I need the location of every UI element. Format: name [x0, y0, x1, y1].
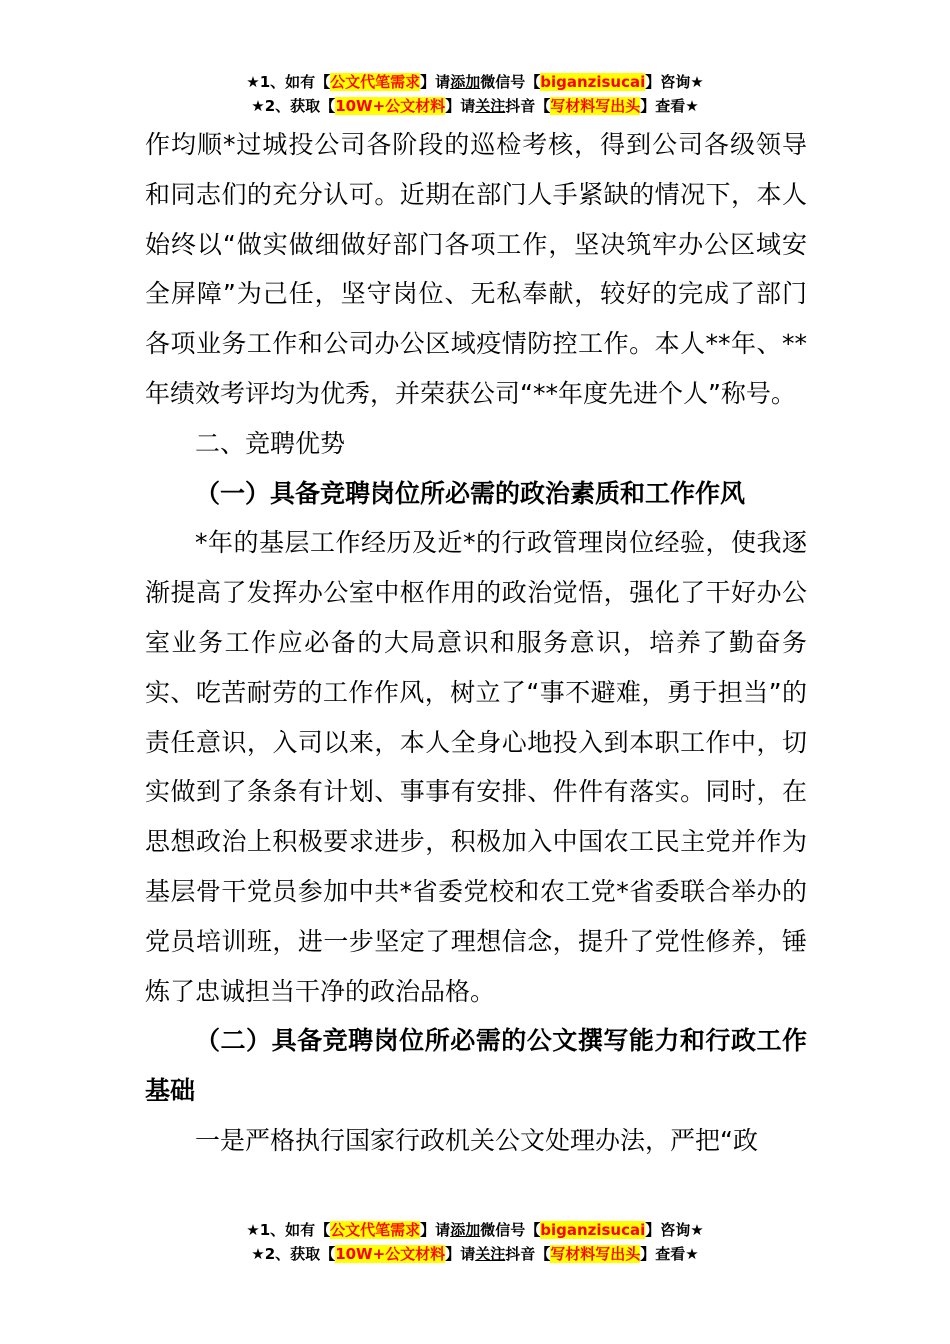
- promo-text: ★2、获取【: [251, 97, 336, 115]
- bottom-promo-banner: [0, 1218, 950, 1266]
- douyin-account: 写材料写出头: [550, 97, 641, 115]
- promo-underline: 关注: [475, 1245, 506, 1263]
- subsection-heading: （一）具备竞聘岗位所必需的政治素质和工作作风: [195, 478, 746, 508]
- promo-text: 微信号【: [480, 1221, 541, 1239]
- top-promo-banner: [0, 70, 950, 118]
- subsection-heading: （二）具备竞聘岗位所必需的公文撰写能力和行政工作基础: [145, 1026, 807, 1106]
- promo-underline: 关注: [475, 97, 506, 115]
- document-body: [145, 120, 807, 1166]
- promo-line-2: [0, 94, 950, 118]
- promo-text: 】查看★: [640, 1245, 699, 1263]
- body-paragraph: *年的基层工作经历及近*的行政管理岗位经验，使我逐渐提高了发挥办公室中枢作用的政治觉悟，强化了干好办公室业务工作应必备的大局意识和服务意识，培养了勤奋务实、吃苦耐劳的工作作风，树立了“事不避难，勇于担当”的责任意识，入司以来，本人全身心地投入到本职工作中，切实做到了条条有计划、事事有安排、件件有落实。同时，在思想政治上积极要求进步，积极加入中国农工民主党并作为基层骨干党员参加中共*省委党校和农工党*省委联合举办的党员培训班，进一步坚定了理想信念，提升了党性修养，锤炼了忠诚担当干净的政治品格。: [145, 528, 807, 1006]
- promo-line-1: [0, 1218, 950, 1242]
- promo-underline: 添加: [450, 1221, 481, 1239]
- promo-text: ★2、获取【: [251, 1245, 336, 1263]
- promo-text: 】咨询★: [645, 1221, 704, 1239]
- promo-text: 】请: [445, 97, 476, 115]
- body-paragraph: 一是严格执行国家行政机关公文处理办法，严把“政: [195, 1125, 758, 1155]
- promo-highlight: 公文代笔需求: [330, 1221, 421, 1239]
- promo-line-1: [0, 70, 950, 94]
- section-heading: 二、竞聘优势: [195, 428, 346, 458]
- douyin-account: 写材料写出头: [550, 1245, 641, 1263]
- promo-text: 】咨询★: [645, 73, 704, 91]
- promo-text: 抖音【: [505, 1245, 551, 1263]
- promo-text: 】请: [420, 1221, 451, 1239]
- promo-highlight: 10W+公文材料: [335, 97, 446, 115]
- wechat-id: biganzisucai: [540, 1221, 646, 1239]
- promo-highlight: 公文代笔需求: [330, 73, 421, 91]
- promo-text: ★1、如有【: [246, 73, 331, 91]
- wechat-id: biganzisucai: [540, 73, 646, 91]
- promo-text: 】查看★: [640, 97, 699, 115]
- promo-text: 抖音【: [505, 97, 551, 115]
- promo-underline: 添加: [450, 73, 481, 91]
- promo-text: 】请: [420, 73, 451, 91]
- body-paragraph: 作均顺*过城投公司各阶段的巡检考核，得到公司各级领导和同志们的充分认可。近期在部门人手紧缺的情况下，本人始终以“做实做细做好部门各项工作，坚决筑牢办公区域安全屏障”为己任，坚守岗位、无私奉献，较好的完成了部门各项业务工作和公司办公区域疫情防控工作。本人**年、**年绩效考评均为优秀，并荣获公司“**年度先进个人”称号。: [145, 130, 807, 408]
- promo-text: ★1、如有【: [246, 1221, 331, 1239]
- promo-line-2: [0, 1242, 950, 1266]
- promo-text: 】请: [445, 1245, 476, 1263]
- promo-text: 微信号【: [480, 73, 541, 91]
- promo-highlight: 10W+公文材料: [335, 1245, 446, 1263]
